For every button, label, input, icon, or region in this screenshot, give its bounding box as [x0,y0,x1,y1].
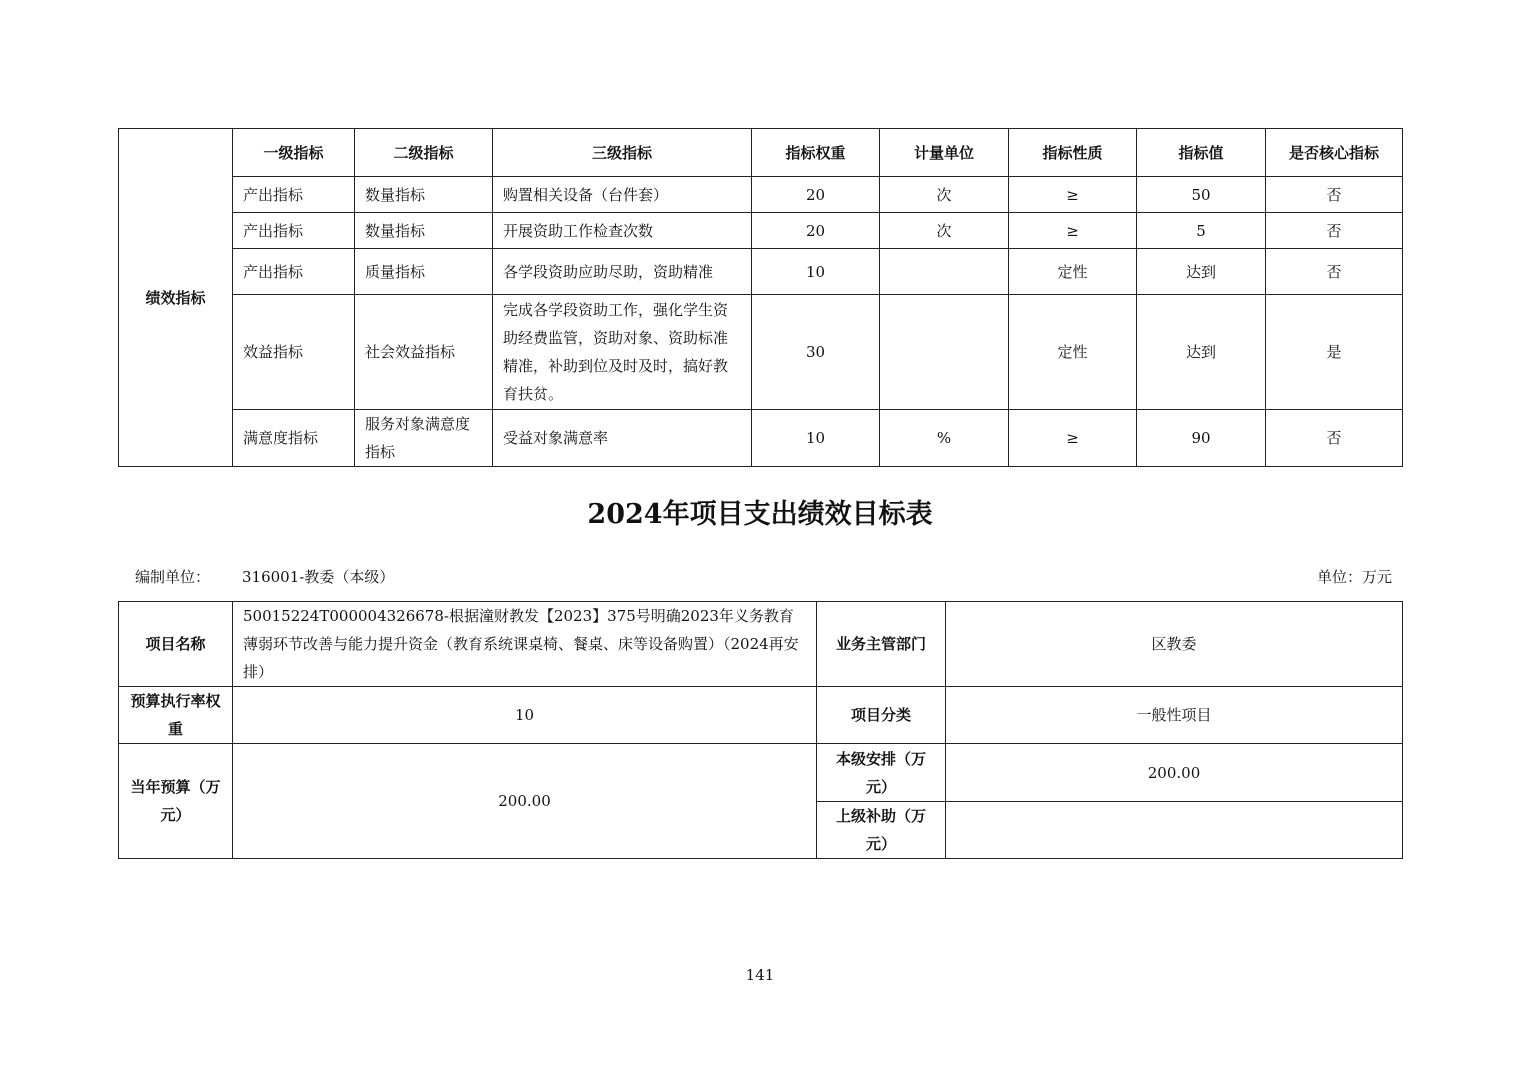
table-row [119,249,1403,295]
table-row [119,295,1403,410]
weight-cell: 20 [752,213,880,249]
unit-cell: % [880,410,1009,467]
category-label: 项目分类 [817,687,946,744]
unit-cell: 次 [880,213,1009,249]
nature-cell: 定性 [1009,249,1137,295]
header-cell: 一级指标 [233,129,355,177]
value-cell: 5 [1137,213,1266,249]
unit-label: 单位：万元 [1316,568,1392,586]
rate-value: 10 [233,687,817,744]
value-cell: 达到 [1137,249,1266,295]
level3-cell: 完成各学段资助工作，强化学生资助经费监管，资助对象、资助标准精准，补助到位及时及时，搞好教育扶贫。 [493,295,752,410]
org-value: 316001-教委（本级） [242,568,395,586]
performance-indicators-table [118,128,1403,467]
upper-funding-label: 上级补助（万元） [817,802,946,859]
header-cell: 二级指标 [355,129,493,177]
value-cell: 达到 [1137,295,1266,410]
header-cell: 指标权重 [752,129,880,177]
header-cell: 是否核心指标 [1266,129,1403,177]
core-cell: 否 [1266,177,1403,213]
project-name-label: 项目名称 [119,602,233,687]
table-row [119,410,1403,467]
org-label: 编制单位： [135,568,211,586]
table-row [119,177,1403,213]
level3-cell: 购置相关设备（台件套） [493,177,752,213]
core-cell: 否 [1266,213,1403,249]
own-funding-value: 200.00 [946,744,1403,802]
own-funding-label: 本级安排（万元） [817,744,946,802]
nature-cell: ≥ [1009,410,1137,467]
page-number: 141 [745,966,775,984]
level3-cell: 开展资助工作检查次数 [493,213,752,249]
nature-cell: ≥ [1009,177,1137,213]
unit-cell [880,295,1009,410]
project-name-value: 50015224T000004326678-根据潼财教发【2023】375号明确2023年义务教育薄弱环节改善与能力提升资金（教育系统课桌椅、餐桌、床等设备购置）（2024再安排） [233,602,817,687]
value-cell: 50 [1137,177,1266,213]
core-cell: 是 [1266,295,1403,410]
header-cell: 指标值 [1137,129,1266,177]
level1-cell: 产出指标 [233,177,355,213]
unit-cell: 次 [880,177,1009,213]
core-cell: 否 [1266,410,1403,467]
table-row [119,213,1403,249]
page-title: 2024年项目支出绩效目标表 [587,499,933,530]
weight-cell: 10 [752,249,880,295]
budget-label: 当年预算（万元） [119,744,233,859]
nature-cell: 定性 [1009,295,1137,410]
upper-funding-value [946,802,1403,859]
level1-cell: 产出指标 [233,213,355,249]
weight-cell: 30 [752,295,880,410]
level3-cell: 受益对象满意率 [493,410,752,467]
category-value: 一般性项目 [946,687,1403,744]
header-cell: 计量单位 [880,129,1009,177]
rate-label: 预算执行率权重 [119,687,233,744]
level2-cell: 质量指标 [355,249,493,295]
level2-cell: 社会效益指标 [355,295,493,410]
header-cell: 指标性质 [1009,129,1137,177]
level2-cell: 数量指标 [355,213,493,249]
core-cell: 否 [1266,249,1403,295]
level1-cell: 效益指标 [233,295,355,410]
level2-cell: 服务对象满意度指标 [355,410,493,467]
value-cell: 90 [1137,410,1266,467]
project-info-table [118,601,1403,859]
weight-cell: 10 [752,410,880,467]
section-label: 绩效指标 [119,129,233,467]
dept-label: 业务主管部门 [817,602,946,687]
level2-cell: 数量指标 [355,177,493,213]
budget-value: 200.00 [233,744,817,859]
unit-cell [880,249,1009,295]
level1-cell: 产出指标 [233,249,355,295]
weight-cell: 20 [752,177,880,213]
level3-cell: 各学段资助应助尽助，资助精准 [493,249,752,295]
nature-cell: ≥ [1009,213,1137,249]
header-cell: 三级指标 [493,129,752,177]
level1-cell: 满意度指标 [233,410,355,467]
dept-value: 区教委 [946,602,1403,687]
